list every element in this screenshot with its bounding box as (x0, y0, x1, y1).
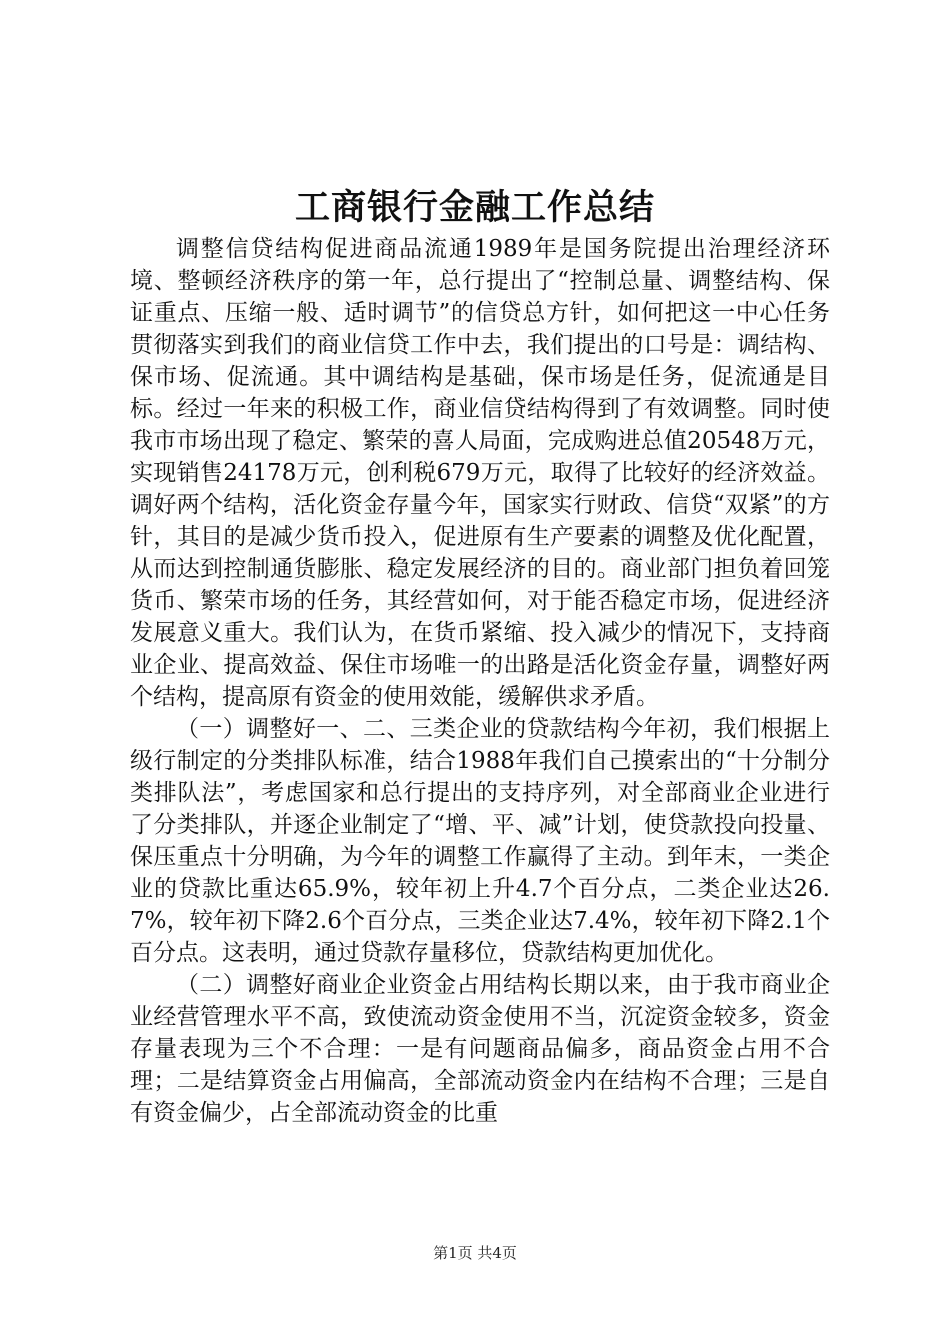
paragraph-section-1: （一）调整好一、二、三类企业的贷款结构今年初，我们根据上级行制定的分类排队标准，结合1988年我们自己摸索出的“十分制分类排队法”，考虑国家和总行提出的支持序列，对全部商业企业进行了分类排队，并逐企业制定了“增、平、减”计划，使贷款投向投量、保压重点十分明确，为今年的调整工作赢得了主动。到年末，一类企业的贷款比重达65.9%，较年初上升4.7个百分点，二类企业达26.7%，较年初下降2.6个百分点，三类企业达7.4%，较年初下降2.1个百分点。这表明，通过贷款存量移位，贷款结构更加优化。 (130, 716, 830, 966)
document-title: 工商银行金融工作总结 (294, 187, 655, 228)
document-body (130, 233, 830, 1129)
paragraph-intro: 调整信贷结构促进商品流通1989年是国务院提出治理经济环境、整顿经济秩序的第一年，总行提出了“控制总量、调整结构、保证重点、压缩一般、适时调节”的信贷总方针，如何把这一中心任务贯彻落实到我们的商业信贷工作中去，我们提出的口号是：调结构、保市场、促流通。其中调结构是基础，保市场是任务，促流通是目标。经过一年来的积极工作，商业信贷结构得到了有效调整。同时使我市市场出现了稳定、繁荣的喜人局面，完成购进总值20548万元，实现销售24178万元，创利税679万元，取得了比较好的经济效益。调好两个结构，活化资金存量今年，国家实行财政、信贷“双紧”的方针，其目的是减少货币投入，促进原有生产要素的调整及优化配置，从而达到控制通货膨胀、稳定发展经济的目的。商业部门担负着回笼货币、繁荣市场的任务，其经营如何，对于能否稳定市场，促进经济发展意义重大。我们认为，在货币紧缩、投入减少的情况下，支持商业企业、提高效益、保住市场唯一的出路是活化资金存量，调整好两个结构，提高原有资金的使用效能，缓解供求矛盾。 (130, 236, 830, 710)
paragraph-section-2: （二）调整好商业企业资金占用结构长期以来，由于我市商业企业经营管理水平不高，致使流动资金使用不当，沉淀资金较多，资金存量表现为三个不合理：一是有问题商品偏多，商品资金占用不合理；二是结算资金占用偏高，全部流动资金内在结构不合理；三是自有资金偏少，占全部流动资金的比重 (130, 972, 830, 1126)
page-number-footer: 第1页 共4页 (433, 1244, 517, 1262)
